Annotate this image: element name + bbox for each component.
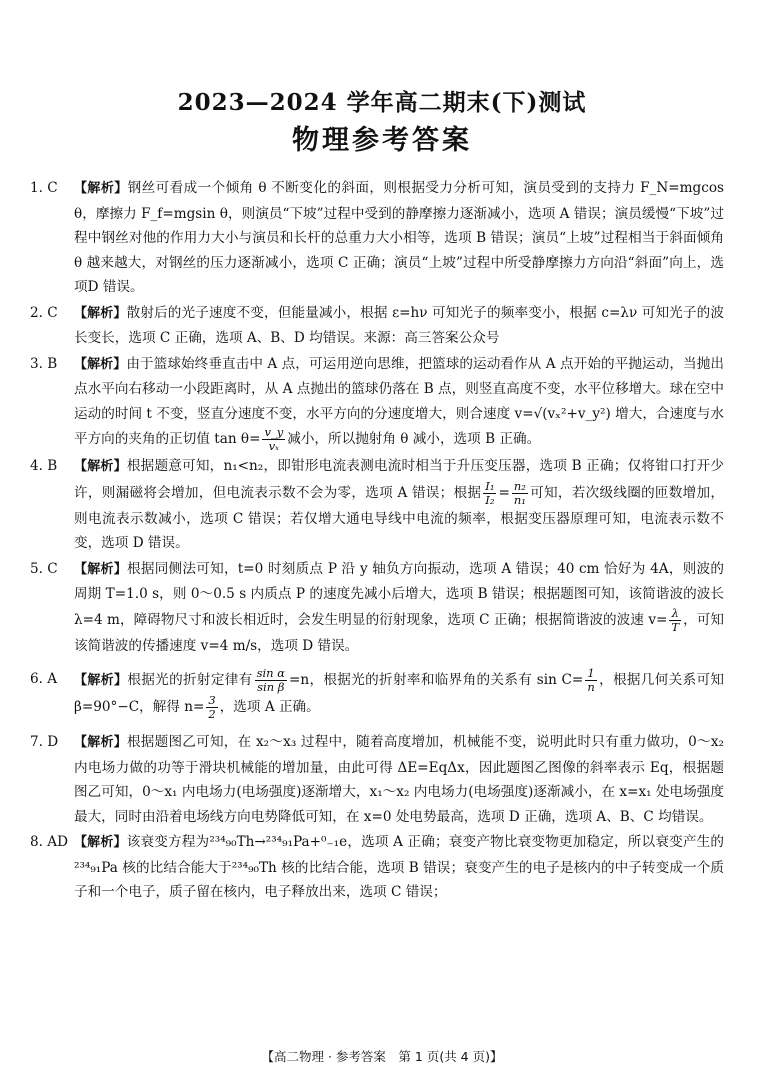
answer-number: 4. B xyxy=(30,458,58,474)
fraction-denominator: 2 xyxy=(208,707,216,721)
page-footer: 【高二物理 · 参考答案 第 1 页(共 4 页)】 xyxy=(261,1049,503,1064)
analysis-text: 根据光的折射定律有 xyxy=(127,672,253,688)
fraction-three-halves xyxy=(206,694,217,721)
fraction-denominator: n₁ xyxy=(513,492,526,507)
answer-key-title: 物理参考答案 xyxy=(292,125,472,156)
fraction-denominator: sin β xyxy=(257,680,285,694)
fraction-vy-over-vx xyxy=(262,426,285,453)
answer-list xyxy=(30,176,724,906)
answer-number: 1. C xyxy=(30,180,58,196)
fraction-numerator: I₁ xyxy=(485,478,495,493)
analysis-tag: 【解析】 xyxy=(74,835,127,850)
analysis-tag: 【解析】 xyxy=(74,673,128,688)
analysis-text: =n，根据光的折射率和临界角的关系有 sin C= xyxy=(289,672,584,688)
answer-item-8 xyxy=(30,830,724,905)
analysis-text: 钢丝可看成一个倾角 θ 不断变化的斜面，则根据受力分析可知，演员受到的支持力 F_N=mgcos θ，摩擦力 F_f=mgsin θ，则演员“下坡”过程中受到的静摩擦力逐渐减小，选项 A 错误；演员缓慢“下坡”过程中钢丝对他的作用力大小与演员和长杆的总重力大小相等，选项 B 错误；演员“上坡”过程相当于斜面倾角 θ 越来越大，对钢丝的压力逐渐减小，选项 C 正确；演员“上坡”过程中所受静摩擦力方向沿“斜面”向上，选项D 错误。 xyxy=(74,180,724,295)
fraction-numerator: 3 xyxy=(208,693,216,707)
fraction-numerator: v_y xyxy=(264,425,284,439)
fraction-denominator: n xyxy=(587,680,595,694)
analysis-text: 减小，所以抛射角 θ 减小，选项 B 正确。 xyxy=(287,431,541,447)
analysis-text: 根据题意可知，n₁<n₂，即钳形电流表测电流时相当于升压变压器，选项 B 正确；仅将钳口打开少许，则漏磁将会增加，但电流表示数不会为零，选项 A 错误；根据 xyxy=(74,458,724,501)
answer-item-2 xyxy=(30,301,724,351)
answer-item-4 xyxy=(30,454,724,556)
answer-number: 8. AD xyxy=(30,834,69,850)
analysis-text: 由于篮球始终垂直击中 A 点，可运用逆向思维，把篮球的运动看作从 A 点开始的平抛运动，当抛出点水平向右移动一小段距离时，从 A 点抛出的篮球仍落在 B 点，则竖直高度不变，水平位移增大。球在空中运动的时间 t 不变，竖直分速度不变，水平方向的分速度增大，则合速度 v=√(vₓ²+v_y²) 增大，合速度与水平方向的夹角的正切值 tan θ= xyxy=(74,355,724,447)
fraction-denominator: vₓ xyxy=(268,439,280,453)
fraction-n2-over-n1 xyxy=(512,480,528,507)
analysis-tag: 【解析】 xyxy=(74,735,127,750)
answer-number: 6. A xyxy=(30,671,58,687)
analysis-tag: 【解析】 xyxy=(74,459,127,474)
exam-title: 2023—2024 学年高二期末(下)测试 xyxy=(177,89,587,116)
fraction-numerator: n₂ xyxy=(513,478,526,493)
fraction-lambda-over-t xyxy=(669,607,681,634)
analysis-tag: 【解析】 xyxy=(74,561,128,577)
answer-number: 5. C xyxy=(30,560,58,577)
answer-number: 3. B xyxy=(30,355,58,372)
answer-number: 7. D xyxy=(30,734,59,750)
fraction-i1-over-i2 xyxy=(483,480,496,507)
fraction-denominator: I₂ xyxy=(485,492,495,507)
analysis-text: 根据同侧法可知，t=0 时刻质点 P 沿 y 轴负方向振动，选项 A 错误；40 cm 恰好为 4A，则波的周期 T=1.0 s，则 0～0.5 s 内质点 P 的速度先减小后增大，选项 B 错误；根据题图可知，该简谐波的波长 λ=4 m，障碍物尺寸和波长相近时，会发生明显的衍射现象，选项 C 正确；根据简谐波的波速 v= xyxy=(74,560,724,628)
analysis-text: ，可知该简谐波的传播速度 v=4 m/s，选项 D 错误。 xyxy=(74,611,725,654)
answer-item-3 xyxy=(30,352,724,454)
analysis-text: 该衰变方程为²³⁴₉₀Th→²³⁴₉₁Pa+⁰₋₁e，选项 A 正确；衰变产物比衰变物更加稳定，所以衰变产生的²³⁴₉₁Pa 核的比结合能大于²³⁴₉₀Th 核的比结合能，选项 B 错误；衰变产生的电子是核内的中子转变成一个质子和一个电子，质子留在核内，电子释放出来，选项 C 错误； xyxy=(74,834,724,900)
answer-item-5 xyxy=(30,557,724,659)
fraction-sin-ratio xyxy=(255,667,287,694)
analysis-tag: 【解析】 xyxy=(74,181,128,196)
fraction-numerator: 1 xyxy=(585,667,596,681)
analysis-text: 散射后的光子速度不变，但能量减小，根据 ε=hν 可知光子的频率变小，根据 c=λν 可知光子的波长变长，选项 C 正确，选项 A、B、D 均错误。来源：高三答案公众号 xyxy=(74,304,724,346)
spacer xyxy=(30,659,724,667)
spacer xyxy=(30,722,724,730)
fraction-one-over-n xyxy=(585,667,596,694)
analysis-text: ，选项 A 正确。 xyxy=(219,699,320,715)
answer-item-1 xyxy=(30,176,724,300)
analysis-text: 可知，若次级线圈的匝数增加，则电流表示数减小，选项 C 错误；若仅增大通电导线中电流的频率，根据变压器原理可知，电流表示数不变，选项 D 错误。 xyxy=(74,484,724,551)
answer-item-6 xyxy=(30,667,724,721)
fraction-numerator: λ xyxy=(669,607,681,621)
answer-number: 2. C xyxy=(30,304,58,321)
analysis-tag: 【解析】 xyxy=(74,305,127,321)
fraction-denominator: T xyxy=(671,619,680,634)
answer-item-7 xyxy=(30,730,724,829)
fraction-numerator: sin α xyxy=(256,666,285,680)
analysis-tag: 【解析】 xyxy=(74,356,127,372)
analysis-text: ，根据几何关系可知 β=90°−C，解得 n= xyxy=(74,672,725,715)
equals-sign: = xyxy=(498,484,510,501)
analysis-text: 根据题图乙可知，在 x₂～x₃ 过程中，随着高度增加，机械能不变，说明此时只有重力做功，0～x₂ 内电场力做的功等于滑块机械能的增加量，由此可得 ΔE=EqΔx，因此题图乙图像的斜率表示 Eq，根据题图乙可知，0～x₁ 内电场力(电场强度)逐渐增大，x₁～x₂ 内电场力(电场强度)逐渐减小，在 x=x₁ 处电场强度最大，同时由沿着电场线方向电势降低可知，在 x=0 处电势最高，选项 D 正确，选项 A、B、C 均错误。 xyxy=(74,734,724,825)
